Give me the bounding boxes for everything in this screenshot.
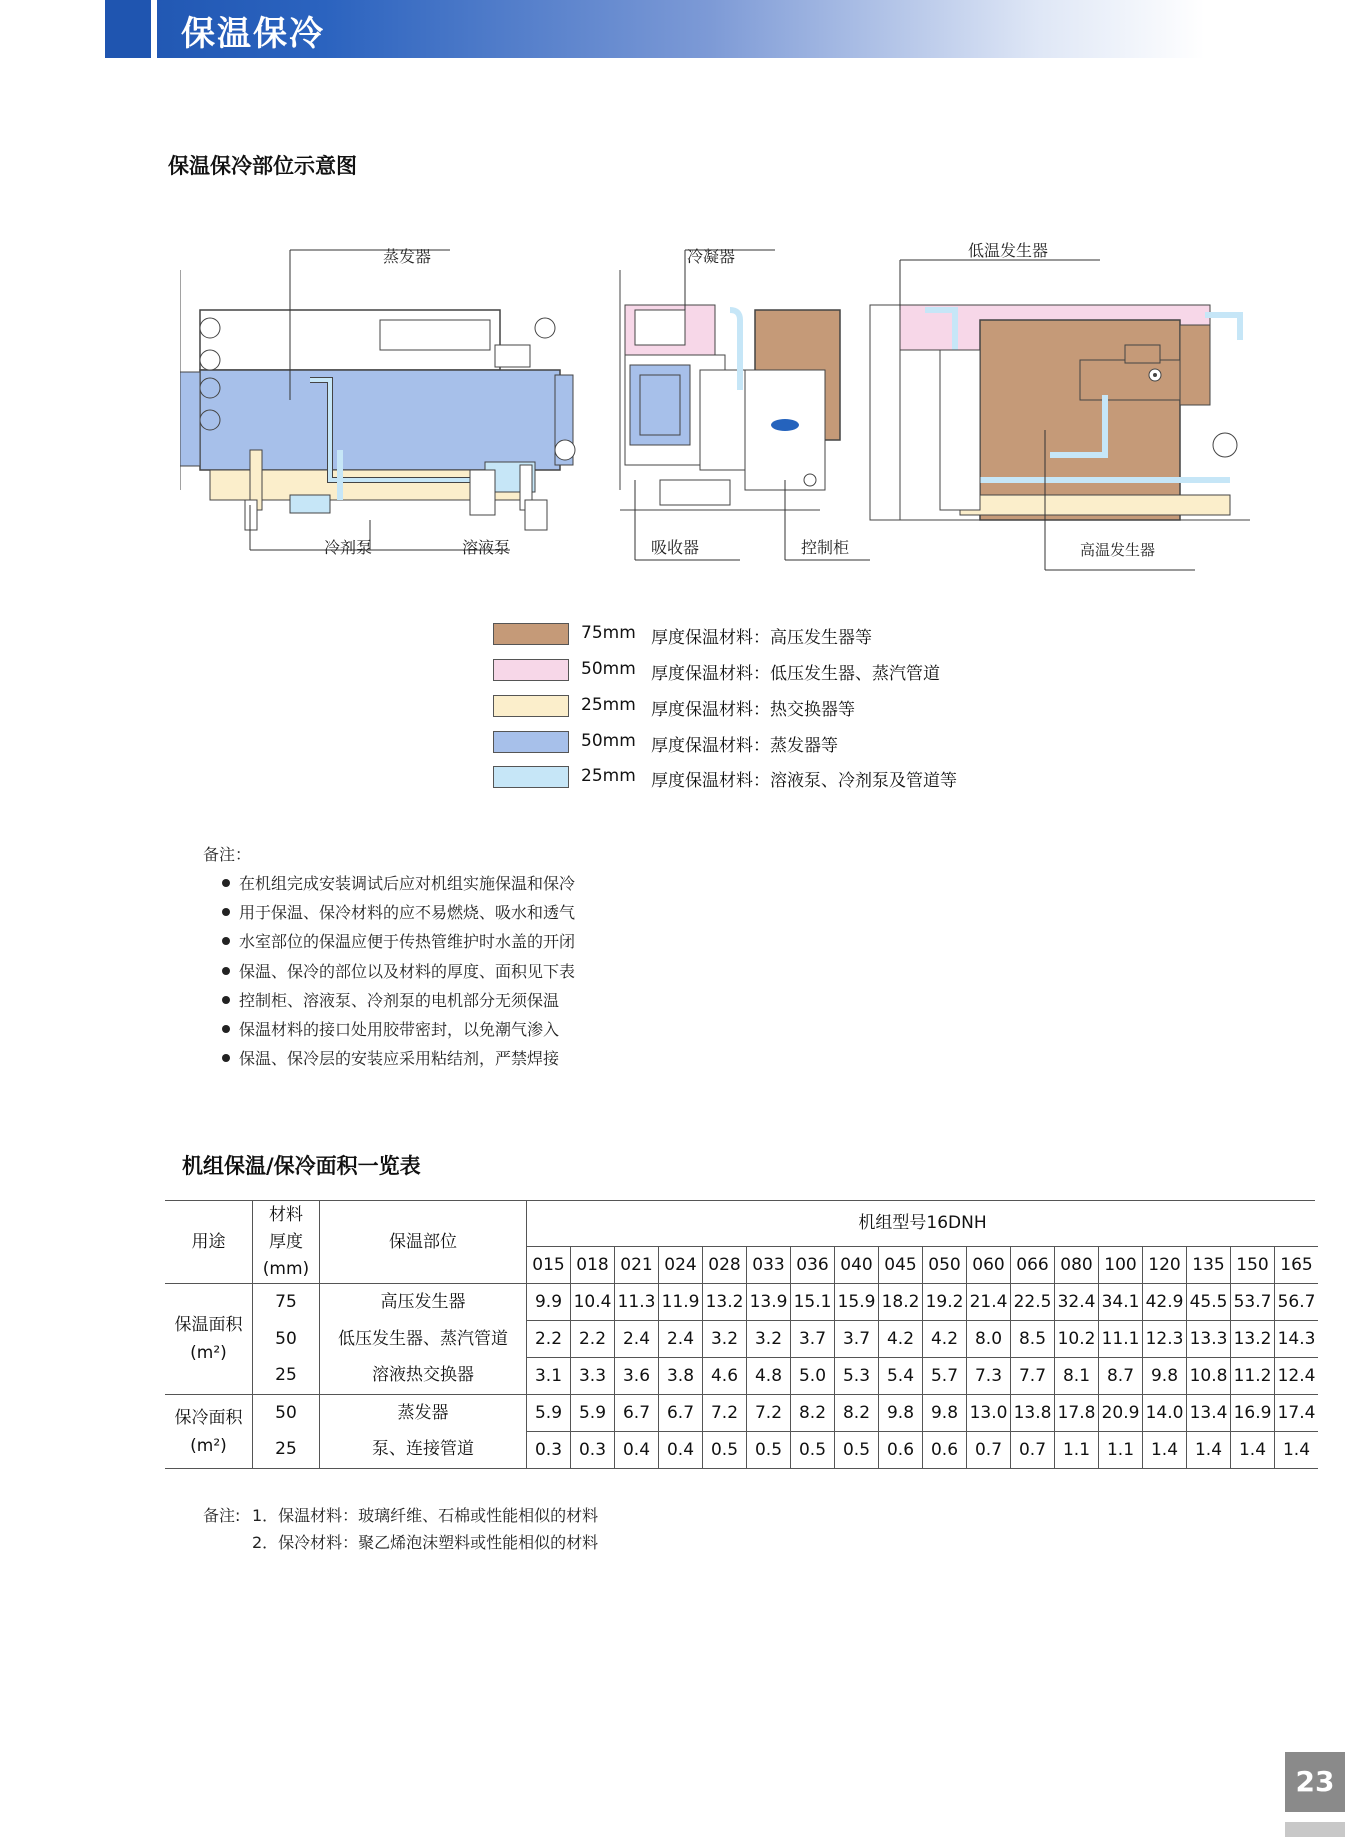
value-cell: 2.2 <box>527 1321 571 1358</box>
part-cell: 低压发生器、蒸汽管道 <box>320 1321 527 1358</box>
value-cell: 2.4 <box>659 1321 703 1358</box>
value-cell: 3.2 <box>703 1321 747 1358</box>
value-cell: 0.6 <box>879 1432 923 1469</box>
value-cell: 8.5 <box>1011 1321 1055 1358</box>
value-cell: 22.5 <box>1011 1284 1055 1321</box>
th-model: 080 <box>1055 1247 1099 1284</box>
notes-title: 备注： <box>203 845 252 864</box>
table-row <box>165 1284 1318 1321</box>
value-cell: 9.8 <box>879 1395 923 1432</box>
value-cell: 16.9 <box>1231 1395 1275 1432</box>
table-row <box>165 1358 1318 1395</box>
page-title: 保温保冷 <box>181 14 325 54</box>
value-cell: 0.3 <box>571 1432 615 1469</box>
value-cell: 8.7 <box>1099 1358 1143 1395</box>
value-cell: 11.1 <box>1099 1321 1143 1358</box>
th-usage: 用途 <box>165 1201 253 1284</box>
value-cell: 5.0 <box>791 1358 835 1395</box>
value-cell: 3.1 <box>527 1358 571 1395</box>
th-part: 保温部位 <box>320 1201 527 1284</box>
th-model-title: 机组型号16DNH <box>527 1201 1319 1247</box>
page-number-strip <box>1285 1822 1345 1837</box>
part-cell: 溶液热交换器 <box>320 1358 527 1395</box>
value-cell: 11.3 <box>615 1284 659 1321</box>
value-cell: 0.5 <box>703 1432 747 1469</box>
insulation-area-table <box>165 1201 1318 1469</box>
value-cell: 3.6 <box>615 1358 659 1395</box>
value-cell: 10.4 <box>571 1284 615 1321</box>
value-cell: 3.8 <box>659 1358 703 1395</box>
th-model: 040 <box>835 1247 879 1284</box>
header-accent-bar <box>105 0 151 58</box>
legend-swatch <box>493 766 569 788</box>
th-model: 150 <box>1231 1247 1275 1284</box>
th-model: 120 <box>1143 1247 1187 1284</box>
value-cell: 56.7 <box>1275 1284 1319 1321</box>
value-cell: 10.8 <box>1187 1358 1231 1395</box>
value-cell: 4.8 <box>747 1358 791 1395</box>
value-cell: 17.4 <box>1275 1395 1319 1432</box>
value-cell: 11.9 <box>659 1284 703 1321</box>
th-model: 024 <box>659 1247 703 1284</box>
value-cell: 12.3 <box>1143 1321 1187 1358</box>
value-cell: 0.4 <box>659 1432 703 1469</box>
label-low-temp-generator: 低温发生器 <box>968 241 1049 260</box>
value-cell: 13.0 <box>967 1395 1011 1432</box>
page-number: 23 <box>1285 1752 1345 1812</box>
note-item: 保温材料的接口处用胶带密封，以免潮气渗入 <box>222 1017 559 1040</box>
thickness-cell: 25 <box>253 1432 320 1469</box>
part-cell: 高压发生器 <box>320 1284 527 1321</box>
legend-swatch <box>493 659 569 681</box>
value-cell: 0.6 <box>923 1432 967 1469</box>
value-cell: 42.9 <box>1143 1284 1187 1321</box>
value-cell: 2.2 <box>571 1321 615 1358</box>
value-cell: 13.2 <box>1231 1321 1275 1358</box>
value-cell: 15.9 <box>835 1284 879 1321</box>
value-cell: 5.9 <box>527 1395 571 1432</box>
legend-swatch <box>493 623 569 645</box>
value-cell: 4.2 <box>879 1321 923 1358</box>
label-solution-pump: 溶液泵 <box>462 538 511 557</box>
condenser-unit <box>620 270 840 510</box>
value-cell: 6.7 <box>615 1395 659 1432</box>
table-title: 机组保温/保冷面积一览表 <box>182 1154 421 1178</box>
th-model: 021 <box>615 1247 659 1284</box>
value-cell: 0.3 <box>527 1432 571 1469</box>
value-cell: 7.7 <box>1011 1358 1055 1395</box>
value-cell: 5.9 <box>571 1395 615 1432</box>
note-item: 控制柜、溶液泵、冷剂泵的电机部分无须保温 <box>222 988 559 1011</box>
value-cell: 0.4 <box>615 1432 659 1469</box>
th-model: 045 <box>879 1247 923 1284</box>
th-model: 100 <box>1099 1247 1143 1284</box>
value-cell: 1.4 <box>1143 1432 1187 1469</box>
th-model: 165 <box>1275 1247 1319 1284</box>
legend-swatch <box>493 731 569 753</box>
value-cell: 5.7 <box>923 1358 967 1395</box>
label-control-cabinet: 控制柜 <box>801 538 850 557</box>
thickness-cell: 25 <box>253 1358 320 1395</box>
value-cell: 15.1 <box>791 1284 835 1321</box>
table-row <box>165 1432 1318 1469</box>
value-cell: 0.7 <box>967 1432 1011 1469</box>
footnote-label: 备注: <box>203 1506 241 1525</box>
value-cell: 17.8 <box>1055 1395 1099 1432</box>
th-model: 028 <box>703 1247 747 1284</box>
note-item: 保温、保冷层的安装应采用粘结剂，严禁焊接 <box>222 1046 559 1069</box>
value-cell: 9.8 <box>923 1395 967 1432</box>
value-cell: 10.2 <box>1055 1321 1099 1358</box>
value-cell: 0.5 <box>835 1432 879 1469</box>
value-cell: 0.5 <box>747 1432 791 1469</box>
table-row <box>165 1395 1318 1432</box>
value-cell: 9.8 <box>1143 1358 1187 1395</box>
label-high-temp-generator: 高温发生器 <box>1080 541 1156 559</box>
diagram-title: 保温保冷部位示意图 <box>168 154 357 178</box>
value-cell: 0.7 <box>1011 1432 1055 1469</box>
th-model: 036 <box>791 1247 835 1284</box>
value-cell: 9.9 <box>527 1284 571 1321</box>
value-cell: 1.4 <box>1231 1432 1275 1469</box>
value-cell: 13.2 <box>703 1284 747 1321</box>
value-cell: 14.3 <box>1275 1321 1319 1358</box>
value-cell: 5.4 <box>879 1358 923 1395</box>
th-model: 018 <box>571 1247 615 1284</box>
value-cell: 8.2 <box>835 1395 879 1432</box>
label-condenser: 冷凝器 <box>687 247 736 266</box>
value-cell: 19.2 <box>923 1284 967 1321</box>
th-model: 015 <box>527 1247 571 1284</box>
value-cell: 3.2 <box>747 1321 791 1358</box>
value-cell: 1.1 <box>1055 1432 1099 1469</box>
value-cell: 3.3 <box>571 1358 615 1395</box>
th-model: 135 <box>1187 1247 1231 1284</box>
note-item: 水室部位的保温应便于传热管维护时水盖的开闭 <box>222 929 575 952</box>
th-model: 033 <box>747 1247 791 1284</box>
value-cell: 7.2 <box>747 1395 791 1432</box>
value-cell: 14.0 <box>1143 1395 1187 1432</box>
part-cell: 蒸发器 <box>320 1395 527 1432</box>
value-cell: 53.7 <box>1231 1284 1275 1321</box>
evaporator-unit <box>180 270 575 530</box>
thickness-cell: 75 <box>253 1284 320 1321</box>
thickness-cell: 50 <box>253 1321 320 1358</box>
value-cell: 13.9 <box>747 1284 791 1321</box>
legend-swatch <box>493 695 569 717</box>
value-cell: 11.2 <box>1231 1358 1275 1395</box>
th-model: 060 <box>967 1247 1011 1284</box>
group-label: 保温面积 (m²) <box>165 1284 253 1395</box>
group-label: 保冷面积 (m²) <box>165 1395 253 1469</box>
value-cell: 34.1 <box>1099 1284 1143 1321</box>
value-cell: 5.3 <box>835 1358 879 1395</box>
value-cell: 4.6 <box>703 1358 747 1395</box>
value-cell: 8.0 <box>967 1321 1011 1358</box>
label-evaporator: 蒸发器 <box>383 247 432 266</box>
value-cell: 8.2 <box>791 1395 835 1432</box>
value-cell: 18.2 <box>879 1284 923 1321</box>
label-refrigerant-pump: 冷剂泵 <box>324 538 373 557</box>
value-cell: 13.3 <box>1187 1321 1231 1358</box>
value-cell: 4.2 <box>923 1321 967 1358</box>
table-row <box>165 1321 1318 1358</box>
value-cell: 20.9 <box>1099 1395 1143 1432</box>
value-cell: 45.5 <box>1187 1284 1231 1321</box>
value-cell: 13.4 <box>1187 1395 1231 1432</box>
value-cell: 1.1 <box>1099 1432 1143 1469</box>
value-cell: 0.5 <box>791 1432 835 1469</box>
value-cell: 3.7 <box>791 1321 835 1358</box>
value-cell: 12.4 <box>1275 1358 1319 1395</box>
footnote-item: 2．保冷材料：聚乙烯泡沫塑料或性能相似的材料 <box>252 1533 599 1552</box>
value-cell: 13.8 <box>1011 1395 1055 1432</box>
label-absorber: 吸收器 <box>651 538 700 557</box>
value-cell: 32.4 <box>1055 1284 1099 1321</box>
value-cell: 8.1 <box>1055 1358 1099 1395</box>
th-model: 066 <box>1011 1247 1055 1284</box>
value-cell: 1.4 <box>1187 1432 1231 1469</box>
value-cell: 3.7 <box>835 1321 879 1358</box>
generator-unit <box>870 305 1250 520</box>
value-cell: 1.4 <box>1275 1432 1319 1469</box>
value-cell: 7.3 <box>967 1358 1011 1395</box>
value-cell: 7.2 <box>703 1395 747 1432</box>
note-item: 保温、保冷的部位以及材料的厚度、面积见下表 <box>222 959 575 982</box>
note-item: 用于保温、保冷材料的应不易燃烧、吸水和透气 <box>222 900 575 923</box>
footnote-item: 1．保温材料：玻璃纤维、石棉或性能相似的材料 <box>252 1506 599 1525</box>
value-cell: 21.4 <box>967 1284 1011 1321</box>
value-cell: 6.7 <box>659 1395 703 1432</box>
note-item: 在机组完成安装调试后应对机组实施保温和保冷 <box>222 871 575 894</box>
part-cell: 泵、连接管道 <box>320 1432 527 1469</box>
th-model: 050 <box>923 1247 967 1284</box>
value-cell: 2.4 <box>615 1321 659 1358</box>
thickness-cell: 50 <box>253 1395 320 1432</box>
th-material: 材料 厚度 (mm) <box>253 1201 320 1284</box>
page-header-band <box>105 0 1205 58</box>
